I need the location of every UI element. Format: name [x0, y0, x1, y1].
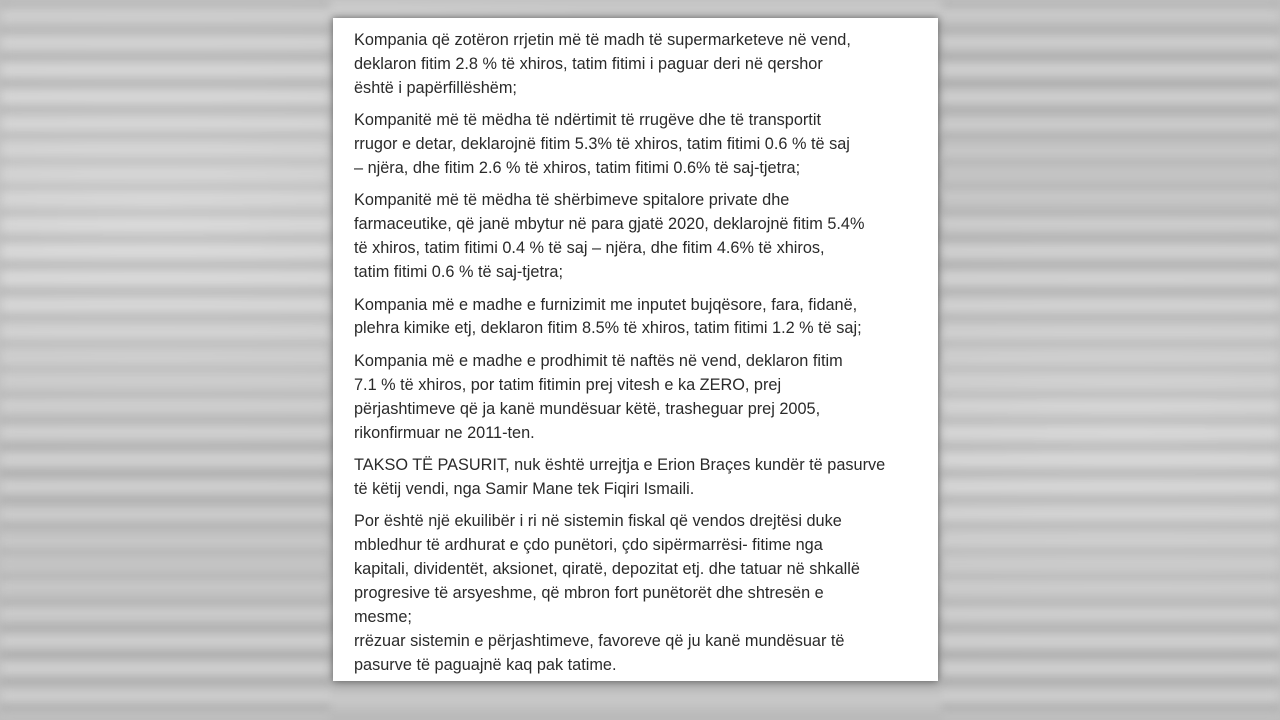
text-line: Kompania më e madhe e furnizimit me inputet bujqësore, fara, fidanë,: [354, 295, 858, 314]
text-line: Kompanitë më të mëdha të shërbimeve spitalore private dhe: [354, 191, 790, 210]
text-line: tatim fitimi 0.6 % të saj-tjetra;: [354, 263, 564, 282]
text-line: është i papërfillëshëm;: [354, 78, 517, 97]
text-line: plehra kimike etj, deklaron fitim 8.5% të xhiros, tatim fitimi 1.2 % të saj;: [354, 319, 862, 338]
text-line: të xhiros, tatim fitimi 0.4 % të saj – njëra, dhe fitim 4.6% të xhiros,: [354, 239, 825, 258]
text-line: të këtij vendi, nga Samir Mane tek Fiqiri Ismaili.: [354, 479, 695, 498]
paragraph-tax-the-rich: [354, 454, 939, 502]
text-line: Kompania më e madhe e prodhimit të naftës në vend, deklaron fitim: [354, 351, 843, 370]
blurred-background-right: [942, 0, 1280, 720]
paragraph-construction: [354, 109, 939, 181]
text-line: – njëra, dhe fitim 2.6 % të xhiros, tatim fitimi 0.6% të saj-tjetra;: [354, 159, 801, 178]
text-line: progresive të arsyeshme, që mbron fort punëtorët dhe shtresën e: [354, 584, 824, 603]
document-page: [333, 18, 938, 681]
text-line: Kompanitë më të mëdha të ndërtimit të rrugëve dhe të transportit: [354, 111, 821, 130]
text-line: Kompania që zotëron rrjetin më të madh të supermarketeve në vend,: [354, 31, 851, 49]
paragraph-agriculture: [354, 294, 939, 342]
text-line: rikonfirmuar ne 2011-ten.: [354, 423, 535, 442]
text-line: rrëzuar sistemin e përjashtimeve, favoreve që ju kanë mundësuar të: [354, 631, 845, 650]
paragraph-fiscal-balance: [354, 510, 939, 677]
text-line: 7.1 % të xhiros, por tatim fitimin prej vitesh e ka ZERO, prej: [354, 375, 782, 394]
blurred-background-left: [0, 0, 330, 720]
text-line: TAKSO TË PASURIT, nuk është urrejtja e Erion Braçes kundër të pasurve: [354, 456, 886, 474]
text-line: deklaron fitim 2.8 % të xhiros, tatim fitimi i paguar deri në qershor: [354, 54, 823, 73]
text-line: Por është një ekuilibër i ri në sistemin fiskal që vendos drejtësi duke: [354, 512, 842, 531]
text-line: rrugor e detar, deklarojnë fitim 5.3% të xhiros, tatim fitimi 0.6 % të saj: [354, 135, 850, 154]
text-line: pasurve të paguajnë kaq pak tatime.: [354, 655, 617, 674]
text-line: kapitali, dividentët, aksionet, qiratë, depozitat etj. dhe tatuar në shkallë: [354, 560, 860, 579]
text-line: mbledhur të ardhurat e çdo punëtori, çdo sipërmarrësi- fitime nga: [354, 536, 823, 555]
text-line: farmaceutike, që janë mbytur në para gjatë 2020, deklarojnë fitim 5.4%: [354, 215, 865, 234]
paragraph-hospitals: [354, 189, 939, 285]
paragraph-oil: [354, 350, 939, 446]
paragraph-supermarkets: [354, 29, 939, 101]
text-line: përjashtimeve që ja kanë mundësuar këtë, trasheguar prej 2005,: [354, 399, 821, 418]
text-line: mesme;: [354, 607, 412, 626]
